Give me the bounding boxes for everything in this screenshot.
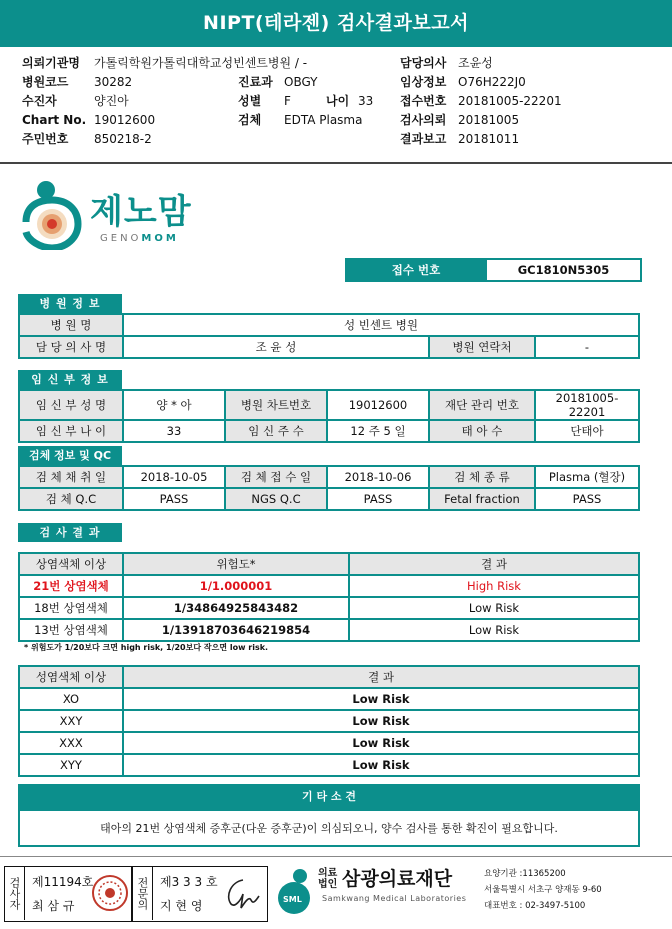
specimen-qc-label: 검 체 Q.C bbox=[19, 488, 123, 510]
care-number: 요양기관 :11365200 bbox=[484, 869, 566, 879]
section-results: 검 사 결 과 bbox=[18, 523, 122, 542]
xxx-result: Low Risk bbox=[123, 732, 639, 754]
header-middle bbox=[238, 73, 373, 130]
hospital-name-value: 성 빈센트 병원 bbox=[123, 314, 639, 336]
sex-result-col-header: 결 과 bbox=[123, 666, 639, 688]
receipt-number-value: GC1810N5305 bbox=[486, 259, 641, 281]
other-findings-box bbox=[18, 809, 640, 847]
specimen-label: 검체 bbox=[238, 113, 262, 127]
risk-footnote: * 위험도가 1/20보다 크면 high risk, 1/20보다 작으면 low risk. bbox=[24, 643, 269, 652]
chr21-name: 21번 상염색체 bbox=[19, 575, 123, 597]
chr13-risk: 1/13918703646219854 bbox=[123, 619, 349, 641]
specialist-label: 전문의 bbox=[133, 867, 153, 920]
pregnant-info-table bbox=[18, 389, 640, 443]
hospital-info-table bbox=[18, 313, 640, 359]
report-value: 20181011 bbox=[458, 132, 520, 146]
brand-sub-mom: MOM bbox=[141, 233, 179, 244]
header-right bbox=[400, 54, 562, 149]
age-label: 나이 bbox=[326, 94, 350, 108]
receive-date-label: 검 체 접 수 일 bbox=[225, 466, 327, 488]
pregnant-age-label: 임 신 부 나 이 bbox=[19, 420, 123, 442]
ngs-qc-value: PASS bbox=[327, 488, 429, 510]
request-label: 검사의뢰 bbox=[400, 113, 447, 127]
institution-label: 의뢰기관명 bbox=[22, 56, 80, 70]
ngs-qc-label: NGS Q.C bbox=[225, 488, 327, 510]
specimen-type-value: Plasma (혈장) bbox=[535, 466, 639, 488]
dept-value: OBGY bbox=[284, 75, 318, 89]
pregnant-name-value: 양 * 아 bbox=[123, 390, 225, 420]
chr13-name: 13번 상염색체 bbox=[19, 619, 123, 641]
xo-name: XO bbox=[19, 688, 123, 710]
xxx-name: XXX bbox=[19, 732, 123, 754]
header-divider bbox=[0, 162, 672, 164]
sex-chrom-col-header: 성염색체 이상 bbox=[19, 666, 123, 688]
org-address: 서울특별시 서초구 양재동 9-60 bbox=[484, 885, 602, 895]
fetus-count-value: 단태아 bbox=[535, 420, 639, 442]
hospital-code-value: 30282 bbox=[94, 75, 133, 89]
dept-label: 진료과 bbox=[238, 75, 273, 89]
inspector-box bbox=[4, 866, 132, 922]
request-value: 20181005 bbox=[458, 113, 520, 127]
receipt-number-label: 접수 번호 bbox=[346, 259, 486, 281]
foundation-no-label: 재단 관리 번호 bbox=[429, 390, 535, 420]
specimen-info-table bbox=[18, 465, 640, 511]
section-pregnant-info: 임 신 부 정 보 bbox=[18, 370, 122, 389]
chr18-name: 18번 상염색체 bbox=[19, 597, 123, 619]
xxy-result: Low Risk bbox=[123, 710, 639, 732]
sex-label: 성별 bbox=[238, 94, 262, 108]
receipt-label: 접수번호 bbox=[400, 94, 447, 108]
fetal-fraction-label: Fetal fraction bbox=[429, 488, 535, 510]
chart-label: Chart No. bbox=[22, 113, 87, 127]
xxy-name: XXY bbox=[19, 710, 123, 732]
sex-value: F bbox=[284, 94, 291, 108]
resident-label: 주민번호 bbox=[22, 132, 69, 146]
sml-logo-icon bbox=[272, 866, 320, 914]
clinical-label: 임상정보 bbox=[400, 75, 447, 89]
org-name: 삼광의료재단 bbox=[342, 868, 453, 890]
autosome-results-table bbox=[18, 552, 640, 642]
brand-name: 제노맘 bbox=[90, 192, 192, 232]
inspector-name: 최 삼 규 bbox=[32, 899, 75, 913]
hospital-chart-label: 병원 차트번호 bbox=[225, 390, 327, 420]
subject-value: 양진아 bbox=[94, 94, 129, 108]
signature-icon bbox=[221, 874, 263, 914]
hospital-code-label: 병원코드 bbox=[22, 75, 69, 89]
doctor-value: 조윤성 bbox=[458, 56, 493, 70]
resident-value: 850218-2 bbox=[94, 132, 152, 146]
xyy-result: Low Risk bbox=[123, 754, 639, 776]
sml-text: SML bbox=[283, 895, 302, 904]
fetus-count-label: 태 아 수 bbox=[429, 420, 535, 442]
footer-divider bbox=[0, 856, 672, 857]
age-value: 33 bbox=[358, 94, 374, 108]
pregnancy-weeks-label: 임 신 주 수 bbox=[225, 420, 327, 442]
receipt-value: 20181005-22201 bbox=[458, 94, 562, 108]
brand-subtitle bbox=[100, 233, 179, 244]
clinical-value: O76H222J0 bbox=[458, 75, 526, 89]
genomom-logo bbox=[18, 178, 218, 250]
org-phone: 대표번호 : 02-3497-5100 bbox=[484, 901, 586, 911]
collect-date-label: 검 체 채 취 일 bbox=[19, 466, 123, 488]
chr18-risk: 1/34864925843482 bbox=[123, 597, 349, 619]
receive-date-value: 2018-10-06 bbox=[327, 466, 429, 488]
pregnant-name-label: 임 신 부 성 명 bbox=[19, 390, 123, 420]
genomom-emblem-icon bbox=[18, 178, 86, 250]
hospital-name-label: 병 원 명 bbox=[19, 314, 123, 336]
specialist-name: 지 현 영 bbox=[160, 899, 203, 913]
specimen-value: EDTA Plasma bbox=[284, 113, 363, 127]
report-title: NIPT(테라젠) 검사결과보고서 bbox=[0, 0, 672, 47]
section-hospital-info: 병 원 정 보 bbox=[18, 294, 122, 313]
chr13-result: Low Risk bbox=[349, 619, 639, 641]
brand-sub-geno: GENO bbox=[100, 233, 142, 244]
autosome-col-header: 상염색체 이상 bbox=[19, 553, 123, 575]
chr21-result: High Risk bbox=[349, 575, 639, 597]
institution-value: 가톨릭학원가톨릭대학교성빈센트병원 / - bbox=[94, 56, 308, 70]
result-col-header: 결 과 bbox=[349, 553, 639, 575]
specialist-no: 제3 3 3 호 bbox=[160, 875, 218, 889]
subject-label: 수진자 bbox=[22, 94, 57, 108]
pregnant-age-value: 33 bbox=[123, 420, 225, 442]
sex-chromosome-table bbox=[18, 665, 640, 777]
inspector-label: 검사자 bbox=[5, 867, 25, 920]
contact-label: 병원 연락처 bbox=[429, 336, 535, 358]
doctor-name-value: 조 윤 성 bbox=[123, 336, 429, 358]
specialist-box bbox=[132, 866, 268, 922]
inspector-no: 제11194호 bbox=[32, 875, 94, 889]
org-prefix: 의료법인 bbox=[318, 868, 338, 890]
fetal-fraction-value: PASS bbox=[535, 488, 639, 510]
section-specimen-info: 검체 정보 및 QC bbox=[18, 446, 122, 465]
risk-col-header: 위험도* bbox=[123, 553, 349, 575]
xo-result: Low Risk bbox=[123, 688, 639, 710]
chr21-risk: 1/1.000001 bbox=[123, 575, 349, 597]
collect-date-value: 2018-10-05 bbox=[123, 466, 225, 488]
specimen-qc-value: PASS bbox=[123, 488, 225, 510]
chr18-result: Low Risk bbox=[349, 597, 639, 619]
other-findings-text: 태아의 21번 상염색체 증후군(다운 증후군)이 의심되오니, 양수 검사를 통한 확진이 필요합니다. bbox=[100, 822, 558, 835]
contact-value: - bbox=[535, 336, 639, 358]
doctor-label: 담당의사 bbox=[400, 56, 447, 70]
chart-value: 19012600 bbox=[94, 113, 156, 127]
pregnancy-weeks-value: 12 주 5 일 bbox=[327, 420, 429, 442]
xyy-name: XYY bbox=[19, 754, 123, 776]
receipt-number-box bbox=[345, 258, 642, 282]
inspector-seal-icon bbox=[91, 874, 129, 912]
specimen-type-label: 검 체 종 류 bbox=[429, 466, 535, 488]
other-findings-header: 기 타 소 견 bbox=[18, 784, 640, 809]
footer bbox=[0, 858, 672, 929]
doctor-name-label: 담 당 의 사 명 bbox=[19, 336, 123, 358]
hospital-chart-value: 19012600 bbox=[327, 390, 429, 420]
foundation-no-value: 20181005-22201 bbox=[535, 390, 639, 420]
org-english: Samkwang Medical Laboratories bbox=[322, 894, 467, 903]
report-label: 결과보고 bbox=[400, 132, 447, 146]
